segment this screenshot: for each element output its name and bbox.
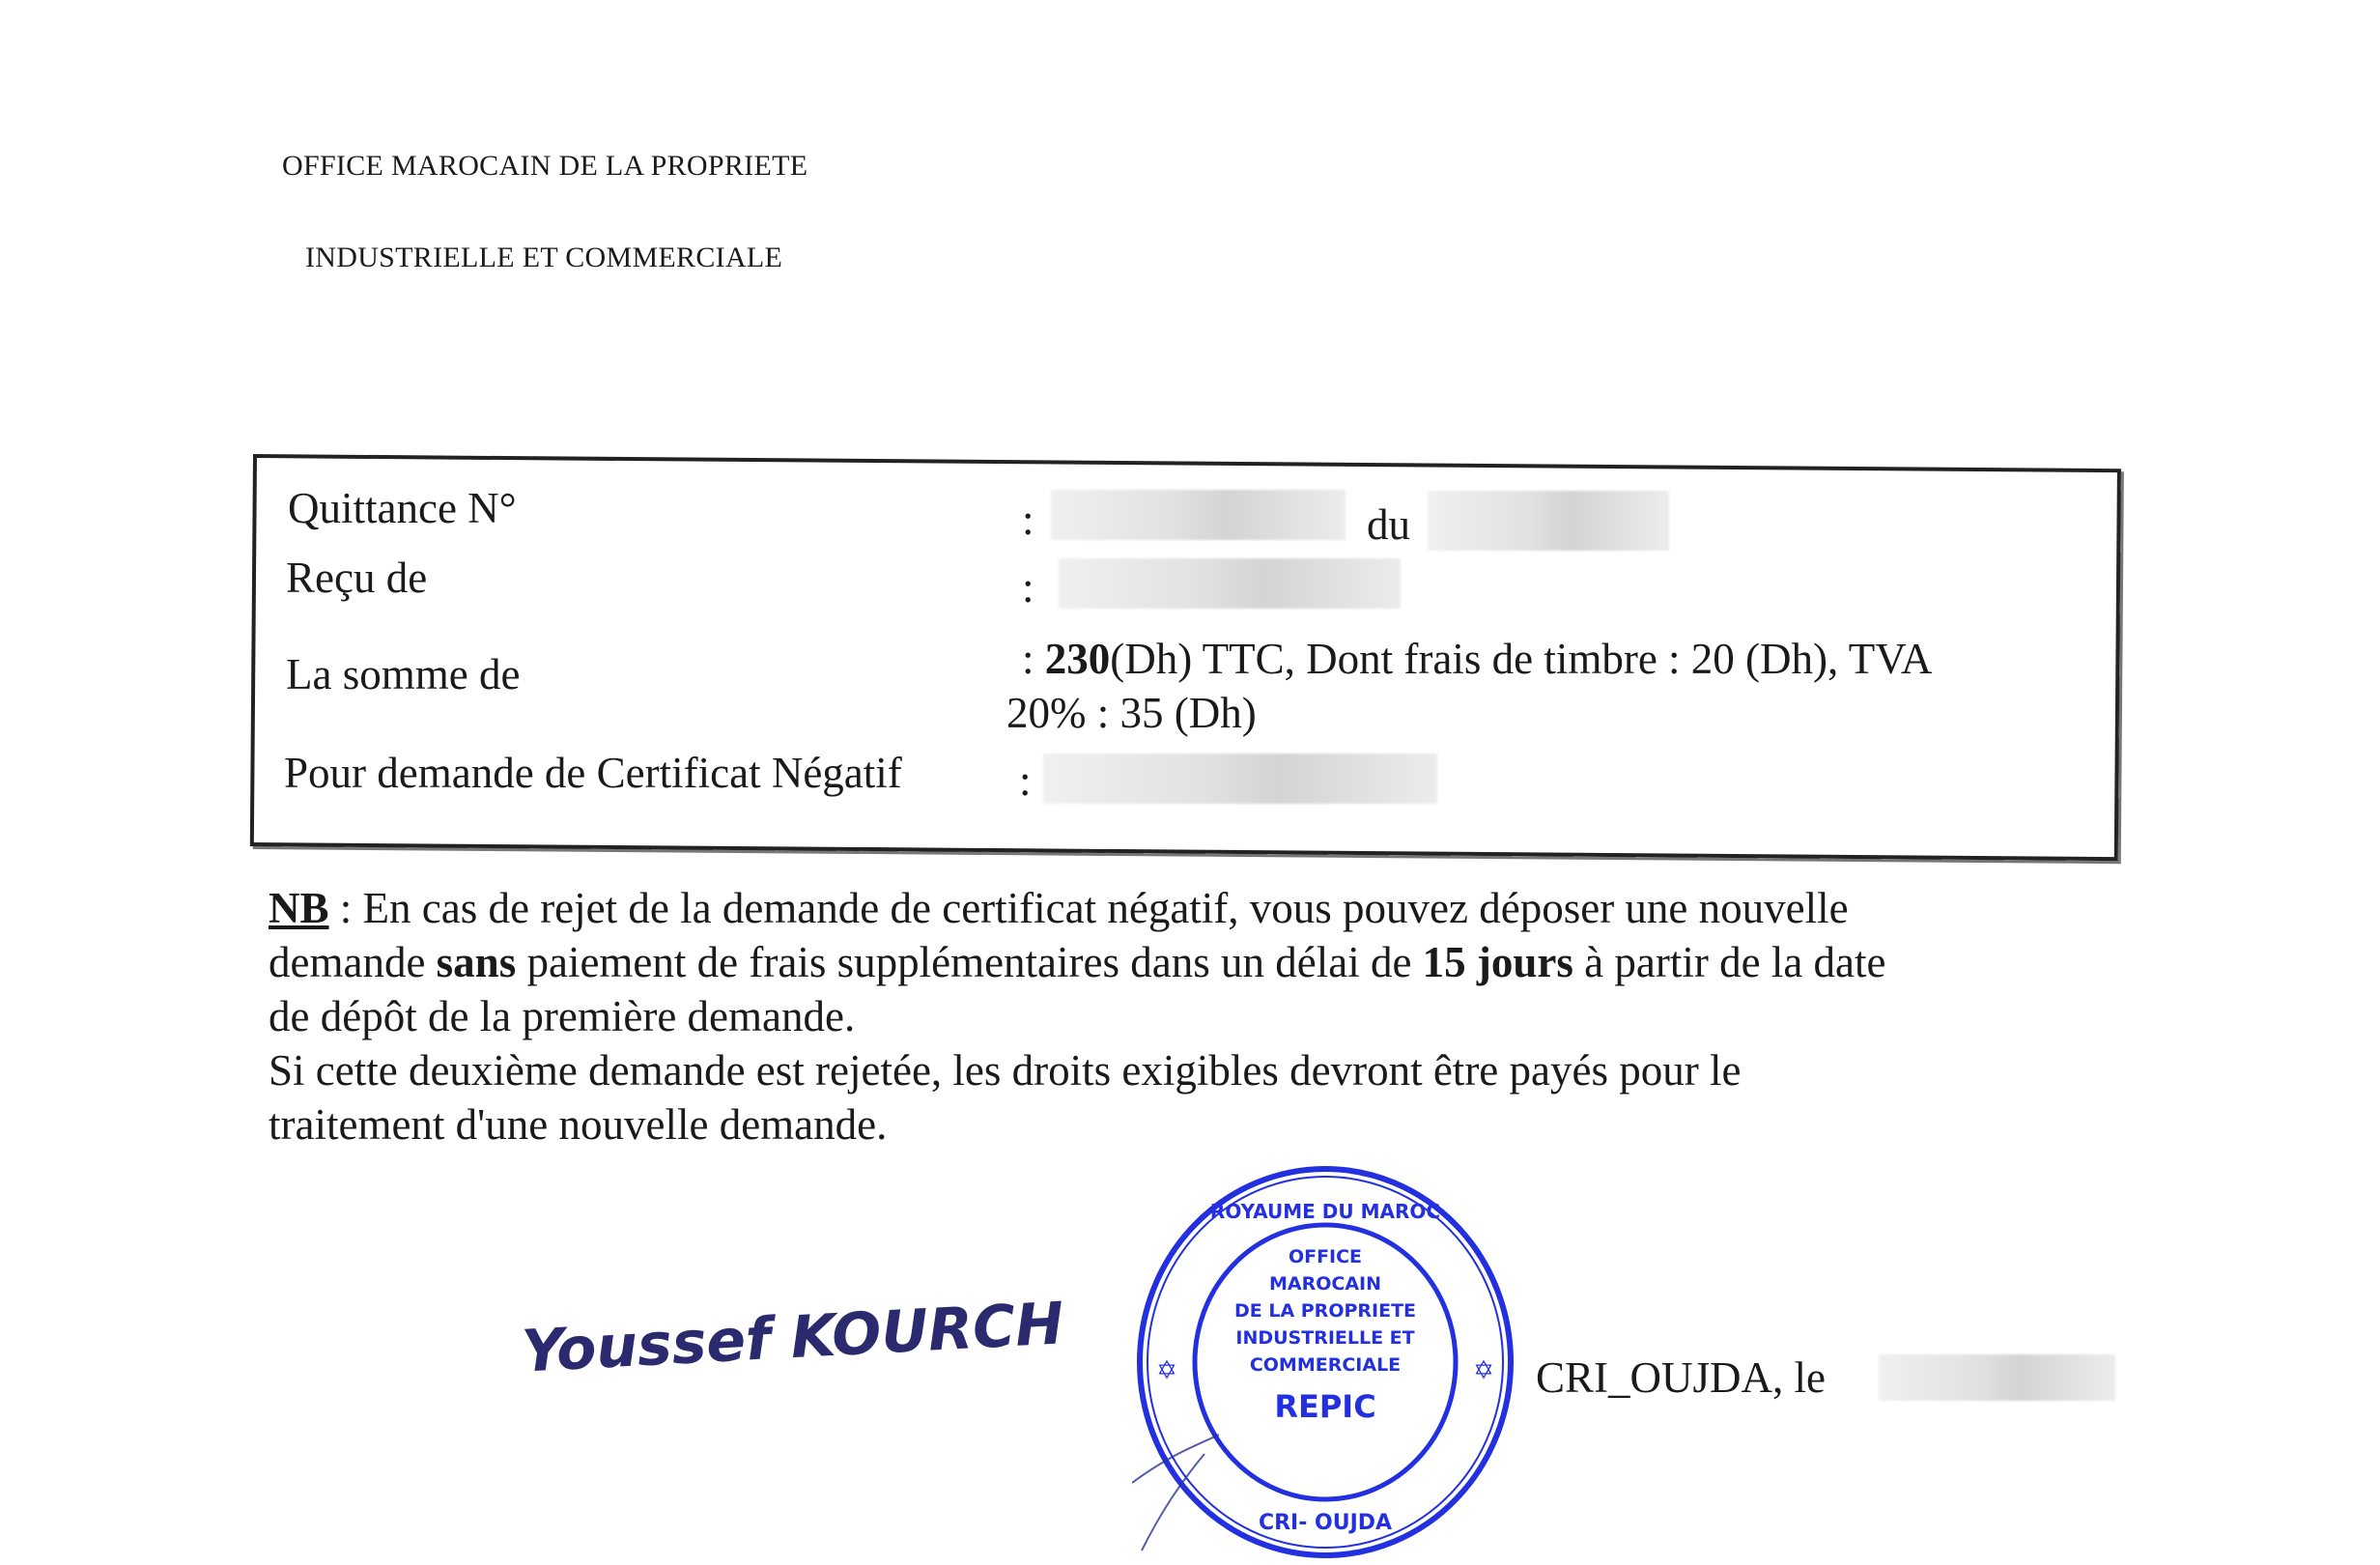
note-text: demande	[269, 938, 437, 986]
colon: :	[1019, 756, 1032, 805]
note-line: Si cette deuxième demande est rejetée, les droits exigibles devront être payés pour le	[269, 1046, 1742, 1095]
note-bold: sans	[436, 938, 517, 986]
nb-label: NB	[269, 884, 329, 932]
note-line: : En cas de rejet de la demande de certificat négatif, vous pouvez déposer une nouvelle	[328, 884, 1849, 932]
du-label: du	[1367, 500, 1410, 549]
stamp-mid-text: REPIC	[1274, 1388, 1376, 1425]
place-date-label: CRI_OUJDA, le	[1536, 1353, 1826, 1402]
star-icon: ✡	[1156, 1356, 1177, 1385]
official-stamp	[1132, 1164, 1518, 1560]
note-line: traitement d'une nouvelle demande.	[269, 1100, 888, 1149]
stamp-outer-text: ROYAUME DU MAROC	[1209, 1200, 1441, 1223]
stamp-inner-line: MAROCAIN	[1268, 1273, 1382, 1295]
amount-line-1	[1022, 634, 1932, 684]
redacted-date	[1879, 1354, 2115, 1401]
signature-name: Youssef KOURCH	[520, 1290, 1066, 1386]
pour-label: Pour demande de Certificat Négatif	[284, 749, 902, 797]
quittance-label: Quittance N°	[288, 484, 517, 532]
colon: :	[1022, 635, 1034, 683]
stamp-inner-line: COMMERCIALE	[1249, 1354, 1402, 1376]
note-paragraph	[269, 881, 2104, 1152]
colon: :	[1022, 563, 1034, 612]
redacted-receipt-number	[1051, 490, 1346, 540]
colon: :	[1022, 496, 1034, 544]
amount-total: 230	[1044, 635, 1111, 683]
somme-label: La somme de	[286, 650, 521, 698]
stamp-inner-line: INDUSTRIELLE ET	[1235, 1327, 1415, 1349]
stamp-inner-line: OFFICE	[1288, 1246, 1363, 1267]
note-text: paiement de frais supplémentaires dans un délai de	[516, 938, 1423, 986]
note-line: de dépôt de la première demande.	[269, 992, 856, 1040]
stamp-inner-line: DE LA PROPRIETE	[1233, 1300, 1417, 1322]
note-text: à partir de la date	[1572, 938, 1886, 986]
star-icon: ✡	[1473, 1356, 1494, 1385]
amount-line-2: 20% : 35 (Dh)	[1006, 689, 1257, 737]
redacted-payer	[1059, 558, 1401, 609]
note-bold: 15 jours	[1422, 938, 1573, 986]
redacted-company-name	[1043, 754, 1437, 804]
signature-scribble	[1132, 1435, 1219, 1551]
recu-label: Reçu de	[286, 554, 428, 602]
header-line-1: OFFICE MAROCAIN DE LA PROPRIETE	[282, 150, 808, 182]
redacted-receipt-date	[1428, 491, 1669, 551]
header-line-2: INDUSTRIELLE ET COMMERCIALE	[305, 242, 783, 273]
amount-details: (Dh) TTC, Dont frais de timbre : 20 (Dh), TVA	[1110, 635, 1933, 683]
stamp-bottom-text: CRI- OUJDA	[1258, 1511, 1393, 1535]
